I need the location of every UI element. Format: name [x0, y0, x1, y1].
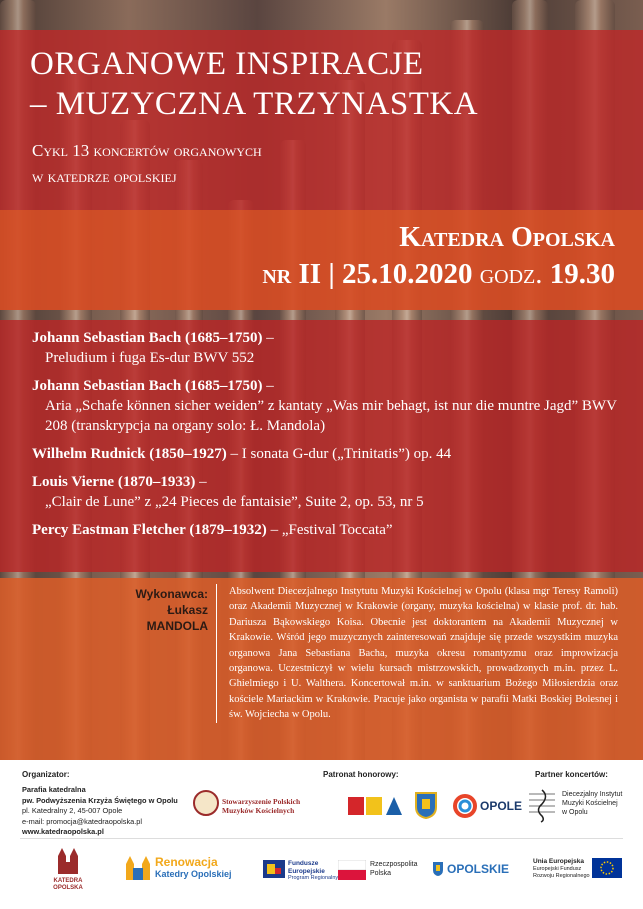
dimk-music-clef-icon: [527, 786, 557, 824]
subtitle-line-2: w katedrze opolskiej: [32, 167, 177, 186]
concert-time: 19.30: [549, 258, 615, 290]
poster-subtitle: [32, 138, 532, 190]
dash: –: [195, 474, 207, 490]
performer-bio: Absolwent Diecezjalnego Instytutu Muzyki Kościelnej w Opolu (klasa mgr Teresy Ramoli) oraz Akademii Muzycznej w Krakowie (organy, muzyka kościelna) w klasie prof. dr. hab. Dariusza Bąkowskiego Koisa. Obecnie jest doktorantem na Akademii Muzycznej w Krakowie. Wśród jego muzycznych zainteresowań znajduje się przede wszystkim muzyka organowa Jana Sebastiana Bacha, muzyka okresu romantyzmu oraz improwizacja organowa. Uczestniczył w wielu kursach mistrzowskich, prowadzonych m.in. przez L. Ghielmiego i U. Walthera. Koncertował m.in. w sanktuarium Bożego Miłosierdzia oraz kościele Mariackim w Krakowie. Pracuje jako organista w parafii Matki Boskiej Bolesnej i św. Wojciecha w Opolu.: [216, 584, 618, 723]
fundusze-europejskie-icon: [263, 860, 285, 878]
dimk-logo: [562, 790, 634, 817]
organizer-line-2: pw. Podwyższenia Krzyża Świętego w Opolu: [22, 795, 178, 805]
organizer-info: [22, 785, 192, 838]
patronage-label: Patronat honorowy:: [323, 770, 399, 779]
program-item: [32, 472, 632, 512]
fe-line-2: Europejskie: [288, 867, 325, 875]
ue-line-2: Europejski Fundusz: [533, 865, 582, 872]
program-item: [32, 444, 632, 464]
venue-name: Katedra Opolska: [399, 222, 615, 253]
dimk-line-2: Muzyki Kościelnej: [562, 800, 618, 807]
work-title-inline: – „Festival Toccata”: [266, 522, 393, 538]
sppmk-seal-icon: [193, 790, 219, 816]
program-item: [32, 328, 632, 368]
katedra-logo: KATEDRA OPOLSKA: [53, 878, 83, 891]
renowacja-logo: [155, 856, 232, 880]
work-title: Preludium i fuga Es-dur BWV 552: [45, 350, 255, 366]
nr-label: nr: [262, 258, 292, 290]
opole-coat-of-arms-icon: [414, 791, 438, 819]
composer: Louis Vierne (1870–1933): [32, 474, 196, 490]
composer: Johann Sebastian Bach (1685–1750): [32, 330, 263, 346]
sppmk-line-2: Muzyków Kościelnych: [222, 806, 295, 815]
dash: –: [262, 378, 274, 394]
organizer-line-1: Parafia katedralna: [22, 785, 86, 794]
organizer-email[interactable]: e-mail: promocja@katedraopolska.pl: [22, 816, 143, 826]
program-item: [32, 520, 632, 540]
time-label: godz.: [479, 258, 543, 290]
concert-date: 25.10.2020: [341, 258, 473, 290]
rp-line-1: Rzeczpospolita: [370, 861, 418, 868]
title-line-2: – MUZYCZNA TRZYNASTKA: [30, 86, 479, 122]
ue-line-1: Unia Europejska: [533, 858, 584, 865]
opolskie-crest-icon: [432, 861, 444, 877]
work-title: Aria „Schafe können sicher weiden” z kantaty „Was mir behagt, ist nur die muntre Jagd” BWV 208 (transkrypcja na organy solo: Ł. Mandola): [45, 398, 617, 434]
composer: Johann Sebastian Bach (1685–1750): [32, 378, 263, 394]
concert-date-line: [262, 258, 615, 291]
dimk-line-3: w Opolu: [562, 809, 588, 816]
composer: Wilhelm Rudnick (1850–1927): [32, 446, 227, 462]
polish-flag-icon: [338, 860, 366, 880]
work-title: „Clair de Lune” z „24 Pieces de fantaisie”, Suite 2, op. 53, nr 5: [45, 494, 424, 510]
fe-line-1: Fundusze: [288, 860, 319, 867]
dash: –: [262, 330, 274, 346]
opole-city-logo-icon: [452, 793, 478, 819]
opole-city-logo: OPOLE: [480, 799, 523, 813]
organizer-label: Organizator:: [22, 770, 70, 779]
performer-last-name: MANDOLA: [146, 619, 208, 633]
cathedral-towers-icon: [54, 846, 82, 876]
renowacja-line-2: Katedry Opolskiej: [155, 869, 232, 879]
composer: Percy Eastman Fletcher (1879–1932): [32, 522, 267, 538]
eu-flag-icon: [592, 858, 622, 878]
performer-name-block: [100, 586, 208, 634]
subtitle-line-1: Cykl 13 koncertów organowych: [32, 141, 262, 160]
rp-line-2: Polska: [370, 869, 392, 877]
ue-line-3: Rozwoju Regionalnego: [533, 873, 590, 879]
ue-logo-text: [533, 858, 590, 881]
opolskie-logo: OPOLSKIE: [447, 862, 510, 876]
fe-line-3: Program Regionalny: [288, 875, 339, 881]
dimk-line-1: Diecezjalny Instytut: [562, 791, 623, 798]
performer-role: Wykonawca:: [135, 587, 208, 601]
sppmk-logo: [222, 797, 342, 815]
nr-value: II: [298, 258, 322, 290]
partner-label: Partner koncertów:: [535, 770, 608, 779]
title-line-1: ORGANOWE INSPIRACJE: [30, 46, 424, 82]
work-title-inline: – I sonata G-dur („Trinitatis”) op. 44: [226, 446, 452, 462]
organizer-address: pl. Katedralny 2, 45-007 Opole: [22, 806, 123, 815]
separator: |: [328, 258, 335, 290]
organizer-website[interactable]: www.katedraopolska.pl: [22, 827, 104, 836]
performer-first-name: Łukasz: [167, 603, 208, 617]
rp-logo: [370, 861, 417, 878]
renowacja-line-1: Renowacja: [155, 855, 218, 869]
program-item: [32, 376, 632, 436]
program-list: [32, 328, 632, 548]
patron-logo-icon: [348, 795, 404, 817]
renowacja-cathedral-icon: [123, 854, 153, 880]
fundusze-logo: [288, 860, 338, 883]
footer-divider: [20, 838, 623, 839]
sppmk-line-1: Stowarzyszenie Polskich: [222, 797, 301, 806]
poster-title: [30, 44, 630, 124]
